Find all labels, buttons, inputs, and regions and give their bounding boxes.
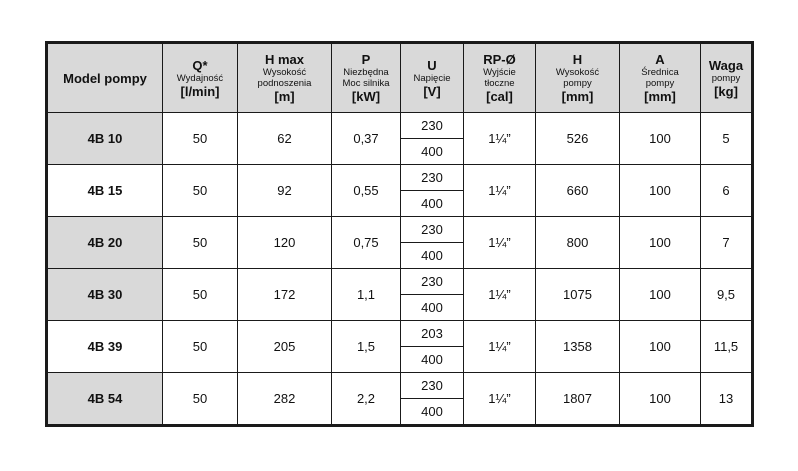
outlet-cell: 1¼”: [464, 113, 536, 165]
power-cell: 2,2: [332, 373, 401, 426]
table-row: [47, 269, 753, 295]
model-cell: 4B 39: [47, 321, 163, 373]
header-row: [47, 43, 753, 113]
header-hmax-title: H max: [264, 52, 305, 67]
flow-cell: 50: [163, 217, 238, 269]
height-cell: 1358: [536, 321, 620, 373]
weight-cell: 7: [701, 217, 753, 269]
voltage-cell-2: 400: [401, 191, 464, 217]
power-cell: 0,55: [332, 165, 401, 217]
height-cell: 1075: [536, 269, 620, 321]
header-diameter: [620, 43, 701, 113]
diameter-cell: 100: [620, 165, 701, 217]
header-outlet-desc2: tłoczne: [484, 78, 515, 89]
power-cell: 1,1: [332, 269, 401, 321]
height-cell: 660: [536, 165, 620, 217]
header-voltage-title: U: [427, 57, 437, 73]
model-cell: 4B 20: [47, 217, 163, 269]
outlet-cell: 1¼”: [464, 217, 536, 269]
table-row: [47, 321, 753, 347]
power-cell: 1,5: [332, 321, 401, 373]
header-power-unit: [kW]: [351, 89, 381, 104]
header-voltage-desc: Napięcie: [413, 72, 451, 84]
diameter-cell: 100: [620, 373, 701, 426]
hmax-cell: 62: [238, 113, 332, 165]
header-diameter-title: A: [655, 52, 665, 67]
header-diameter-desc1: Średnica: [641, 67, 679, 78]
voltage-cell-2: 400: [401, 399, 464, 426]
power-cell: 0,37: [332, 113, 401, 165]
weight-cell: 6: [701, 165, 753, 217]
table-row: [47, 165, 753, 191]
header-flow-title: Q*: [192, 57, 208, 73]
hmax-cell: 172: [238, 269, 332, 321]
weight-cell: 9,5: [701, 269, 753, 321]
diameter-cell: 100: [620, 269, 701, 321]
header-outlet-desc1: Wyjście: [483, 67, 516, 78]
voltage-cell-2: 400: [401, 139, 464, 165]
voltage-cell-2: 400: [401, 295, 464, 321]
table-row: [47, 373, 753, 399]
header-height-desc2: pompy: [563, 78, 592, 89]
weight-cell: 11,5: [701, 321, 753, 373]
header-outlet-unit: [cal]: [486, 89, 513, 104]
flow-cell: 50: [163, 165, 238, 217]
hmax-cell: 205: [238, 321, 332, 373]
header-weight-unit: [kg]: [714, 83, 738, 99]
model-cell: 4B 54: [47, 373, 163, 426]
diameter-cell: 100: [620, 217, 701, 269]
voltage-cell-2: 400: [401, 243, 464, 269]
outlet-cell: 1¼”: [464, 373, 536, 426]
header-weight-title: Waga: [708, 57, 744, 73]
outlet-cell: 1¼”: [464, 321, 536, 373]
header-hmax-desc2: podnoszenia: [257, 78, 312, 89]
header-power-title: P: [361, 52, 371, 67]
header-hmax-desc1: Wysokość: [262, 67, 307, 78]
flow-cell: 50: [163, 269, 238, 321]
voltage-cell-1: 203: [401, 321, 464, 347]
height-cell: 526: [536, 113, 620, 165]
header-voltage: [401, 43, 464, 113]
voltage-cell-1: 230: [401, 373, 464, 399]
hmax-cell: 282: [238, 373, 332, 426]
header-flow-desc: Wydajność: [176, 72, 224, 84]
hmax-cell: 92: [238, 165, 332, 217]
hmax-cell: 120: [238, 217, 332, 269]
header-outlet-title: RP-Ø: [483, 52, 516, 67]
header-hmax: [238, 43, 332, 113]
header-height-title: H: [572, 52, 583, 67]
weight-cell: 5: [701, 113, 753, 165]
voltage-cell-1: 230: [401, 269, 464, 295]
flow-cell: 50: [163, 373, 238, 426]
flow-cell: 50: [163, 321, 238, 373]
header-power-desc1: Niezbędna: [343, 67, 389, 78]
header-diameter-unit: [mm]: [644, 89, 676, 104]
voltage-cell-1: 230: [401, 165, 464, 191]
header-diameter-desc2: pompy: [645, 78, 675, 89]
header-power-desc2: Moc silnika: [342, 78, 390, 89]
height-cell: 1807: [536, 373, 620, 426]
diameter-cell: 100: [620, 113, 701, 165]
header-weight: [701, 43, 753, 113]
header-height-unit: [mm]: [561, 89, 594, 104]
weight-cell: 13: [701, 373, 753, 426]
outlet-cell: 1¼”: [464, 165, 536, 217]
voltage-cell-1: 230: [401, 113, 464, 139]
header-flow-unit: [l/min]: [180, 83, 220, 99]
header-outlet: [464, 43, 536, 113]
header-voltage-unit: [V]: [423, 83, 441, 99]
table-row: [47, 217, 753, 243]
model-cell: 4B 15: [47, 165, 163, 217]
power-cell: 0,75: [332, 217, 401, 269]
voltage-cell-1: 230: [401, 217, 464, 243]
header-hmax-unit: [m]: [274, 89, 295, 104]
outlet-cell: 1¼”: [464, 269, 536, 321]
model-cell: 4B 30: [47, 269, 163, 321]
header-flow: [163, 43, 238, 113]
table-row: [47, 113, 753, 139]
header-power: [332, 43, 401, 113]
diameter-cell: 100: [620, 321, 701, 373]
header-model: Model pompy: [47, 43, 163, 113]
flow-cell: 50: [163, 113, 238, 165]
pump-spec-table: [45, 41, 754, 427]
header-height: [536, 43, 620, 113]
header-weight-desc: pompy: [711, 72, 741, 84]
model-cell: 4B 10: [47, 113, 163, 165]
voltage-cell-2: 400: [401, 347, 464, 373]
height-cell: 800: [536, 217, 620, 269]
header-height-desc1: Wysokość: [555, 67, 600, 78]
